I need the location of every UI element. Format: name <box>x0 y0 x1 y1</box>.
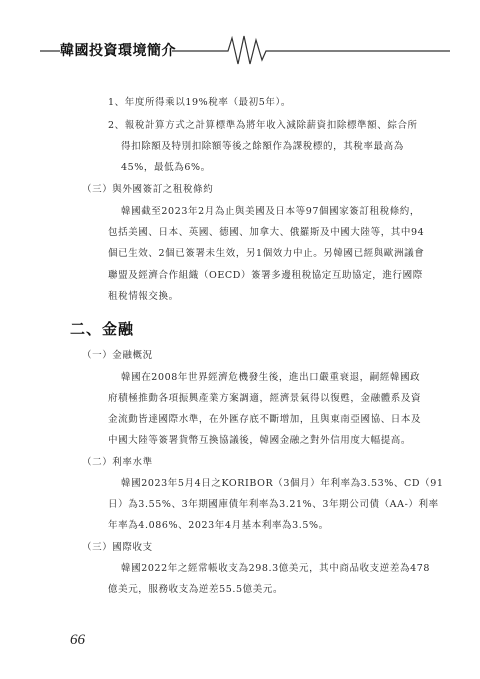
page-header <box>0 30 480 70</box>
item2-line1: 2、報稅計算方式之計算標準為將年收入減除薪資扣除標準額、綜合所 <box>108 120 418 131</box>
finance-3-heading: （三）國際收支 <box>82 542 153 553</box>
sub3-line3: 個已生效、2個已簽署未生效，另1個效力中止。另韓國已經與歐洲議會 <box>108 248 425 259</box>
subsection-3-heading: （三）與外國簽訂之租稅條約 <box>82 184 214 195</box>
sub3-line2: 包括美國、日本、英國、德國、加拿大、俄羅斯及中國大陸等，其中94 <box>108 227 425 238</box>
header-title: 韓國投資環境簡介 <box>60 43 176 59</box>
item2-line2: 得扣除額及特別扣除額等後之餘額作為課稅標的，其稅率最高為 <box>121 141 404 152</box>
fin2-line2: 日）為3.55%、3年期國庫債年利率為3.21%、3年期公司債（AA-）利率 <box>108 499 439 510</box>
fin3-line2: 億美元，服務收支為逆差55.5億美元。 <box>108 584 284 595</box>
sub3-line5: 租稅情報交換。 <box>108 291 179 302</box>
finance-2-heading: （二）利率水準 <box>82 457 153 468</box>
item2-line3: 45%，最低為6%。 <box>121 162 211 173</box>
fin2-line1: 韓國2023年5月4日之KORIBOR（3個月）年利率為3.53%、CD（91 <box>121 478 444 489</box>
page-number: 66 <box>70 632 85 648</box>
fin1-line1: 韓國在2008年世界經濟危機發生後，進出口嚴重衰退，嗣經韓國政 <box>121 372 421 383</box>
sub3-line4: 聯盟及經濟合作組織（OECD）簽署多邊租稅協定互助協定，進行國際 <box>108 270 423 281</box>
item1: 1、年度所得乘以19%稅率（最初5年）。 <box>108 97 291 108</box>
fin1-line3: 金流動皆達國際水準，在外匯存底不斷增加，且與東南亞國協、日本及 <box>108 414 422 425</box>
finance-1-heading: （一）金融概況 <box>82 350 153 361</box>
fin2-line3: 年率為4.086%、2023年4月基本利率為3.5%。 <box>108 520 329 531</box>
fin1-line4: 中國大陸等簽署貨幣互換協議後，韓國金融之對外信用度大幅提高。 <box>108 435 412 446</box>
section-2-heading: 二、金融 <box>70 320 135 338</box>
fin1-line2: 府積極推動各項振興產業方案調適，經濟景氣得以復甦，金融體系及資 <box>108 393 422 404</box>
sub3-line1: 韓國截至2023年2月為止與美國及日本等97個國家簽訂租稅條約， <box>121 206 421 217</box>
fin3-line1: 韓國2022年之經常帳收支為298.3億美元，其中商品收支逆差為478 <box>121 563 431 574</box>
